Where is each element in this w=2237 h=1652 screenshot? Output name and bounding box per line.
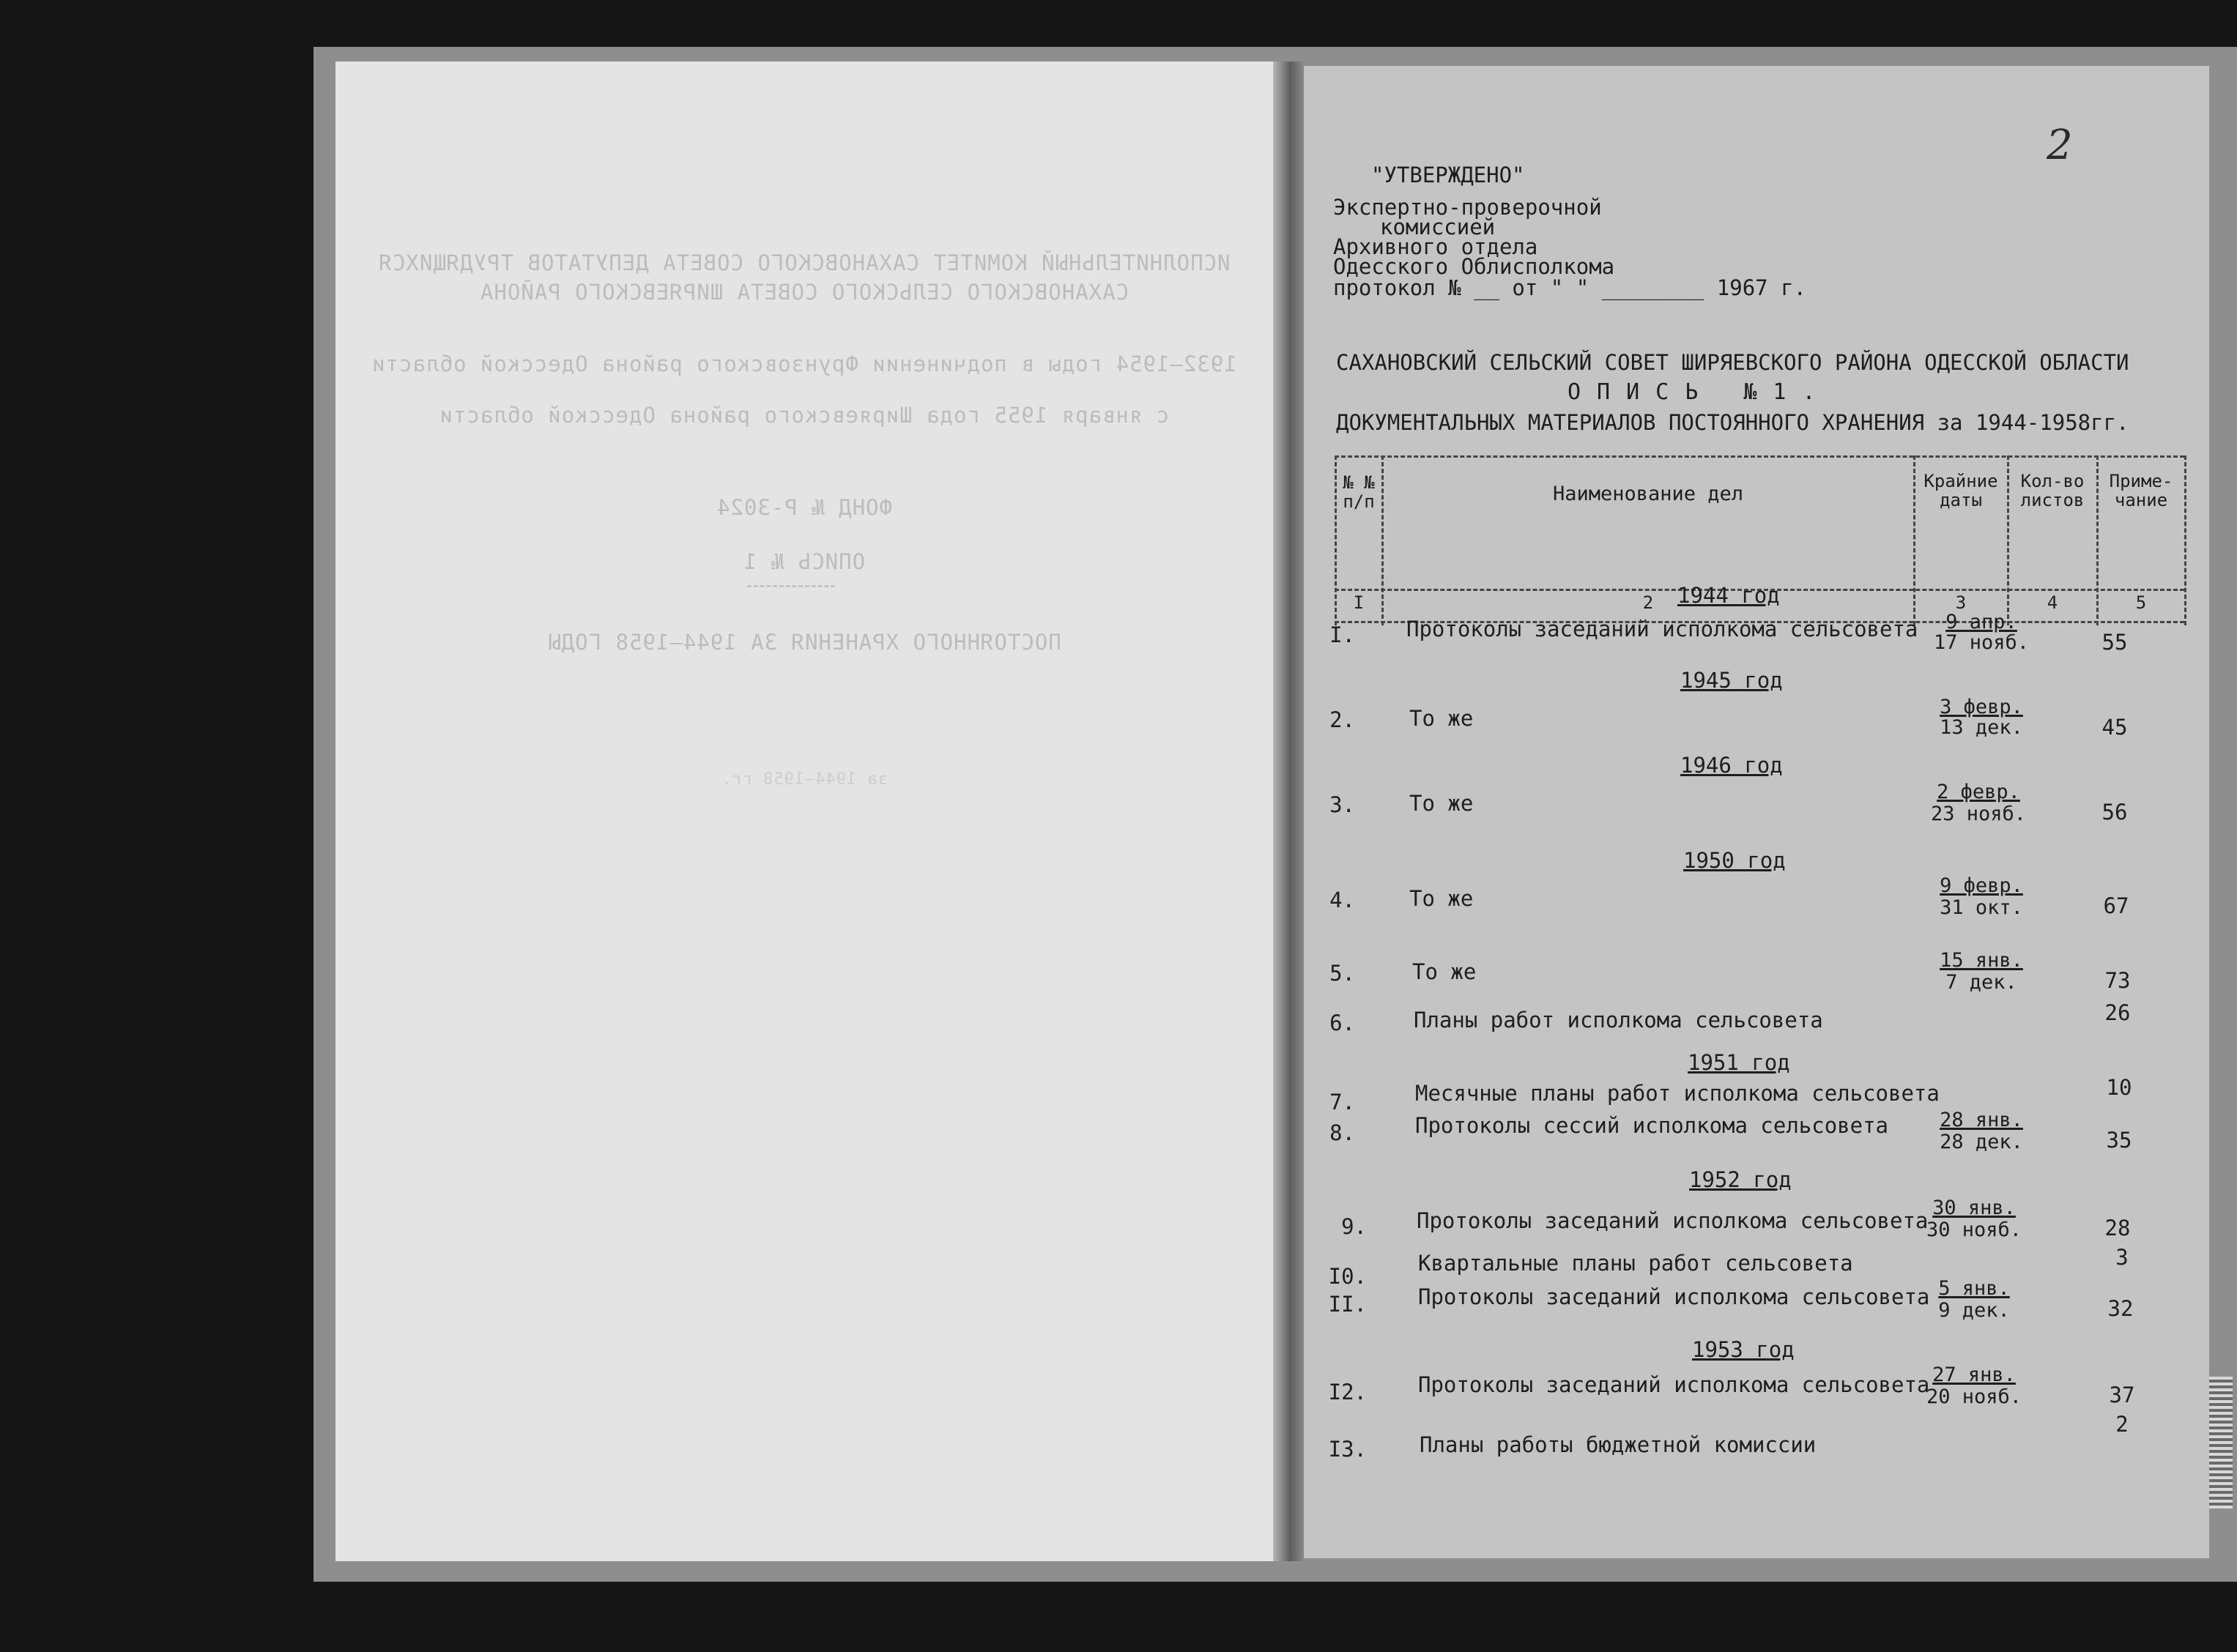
row-date-from: 9 февр. <box>1940 874 2023 897</box>
row-date-to: 30 нояб. <box>1926 1218 2022 1241</box>
col-header-number: № № п/п <box>1343 472 1375 512</box>
row-date-to: 28 дек. <box>1940 1131 2023 1153</box>
row-sheets: 45 <box>2101 715 2128 740</box>
row-sheets: 55 <box>2101 630 2128 655</box>
row-number: 3. <box>1329 792 1355 817</box>
year-heading: 1946 год <box>1680 753 1783 778</box>
row-date-to: 23 нояб. <box>1930 803 2027 825</box>
row-title: Квартальные планы работ сельсовета <box>1418 1251 1853 1276</box>
row-date-from: 30 янв. <box>1932 1197 2016 1219</box>
row-date-to: 7 дек. <box>1945 971 2017 994</box>
left-page <box>335 62 1273 1561</box>
row-date-from: 28 янв. <box>1940 1109 2023 1131</box>
row-sheets: 67 <box>2103 893 2129 918</box>
ghost-line: ИСПОЛНИТЕЛЬНЫЙ КОМИТЕТ САХАНОВСКОГО СОВЕТА ДЕПУТАТОВ ТРУДЯЩИХСЯ <box>378 250 1231 275</box>
approval-line: Одесского Облисполкома <box>1333 254 1615 279</box>
approval-line: Экспертно-проверочной <box>1333 195 1602 220</box>
col-index: 2 <box>1642 592 1654 613</box>
row-title: Планы работы бюджетной комиссии <box>1420 1432 1817 1457</box>
row-sheets: 10 <box>2106 1075 2132 1100</box>
page-edges <box>2209 1377 2233 1508</box>
row-number: I3. <box>1328 1437 1367 1462</box>
heading-materials: ДОКУМЕНТАЛЬНЫХ МАТЕРИАЛОВ ПОСТОЯННОГО ХРАНЕНИЯ за 1944-1958гг. <box>1336 410 2129 435</box>
approval-line: комиссией <box>1380 215 1496 239</box>
year-heading: 1944 год <box>1677 583 1780 608</box>
col-index: I <box>1353 592 1365 613</box>
col-header-title: Наименование дел <box>1552 483 1744 505</box>
row-date-to: 9 дек. <box>1938 1299 2010 1322</box>
row-sheets: 56 <box>2101 800 2128 825</box>
col-header-dates: Крайние даты <box>1923 471 1998 510</box>
row-date-from: 9 апр. <box>1945 611 2017 633</box>
year-heading: 1953 год <box>1692 1337 1795 1362</box>
approval-title: "УТВЕРЖДЕНО" <box>1371 163 1525 187</box>
row-title: Протоколы заседаний исполкома сельсовета <box>1417 1208 1929 1233</box>
row-sheets: 2 <box>2115 1412 2129 1437</box>
row-number: II. <box>1328 1292 1367 1317</box>
ghost-line: ОПИСЬ № 1 <box>743 549 866 574</box>
book-gutter <box>1273 62 1304 1561</box>
header-rule <box>1335 455 2184 458</box>
row-number: I2. <box>1328 1380 1367 1404</box>
row-title: То же <box>1409 791 1474 816</box>
ghost-line: за 1944–1958 гг. <box>721 770 888 789</box>
year-heading: 1952 год <box>1689 1167 1792 1192</box>
row-number: 9. <box>1341 1214 1367 1239</box>
approval-protocol: протокол № __ от " " ________ 1967 г. <box>1333 275 1807 300</box>
row-number: 2. <box>1329 707 1355 732</box>
ghost-line: ПОСТОЯННОГО ХРАНЕНИЯ ЗА 1944–1958 ГОДЫ <box>547 630 1061 655</box>
row-date-from: 15 янв. <box>1940 949 2023 972</box>
ghost-line: САХАНОВСКОГО СЕЛЬСКОГО СОВЕТА ШИРЯЕВСКОГО РАЙОНА <box>479 280 1129 305</box>
row-sheets: 28 <box>2104 1216 2131 1240</box>
row-title: То же <box>1412 959 1477 984</box>
row-sheets: 26 <box>2104 1000 2131 1025</box>
column-rule <box>2184 455 2186 625</box>
approval-line: Архивного отдела <box>1333 234 1538 259</box>
row-title: Протоколы заседаний исполкома сельсовета <box>1406 617 1918 641</box>
col-index: 3 <box>1955 592 1967 613</box>
col-index: 5 <box>2135 592 2147 613</box>
col-header-sheets: Кол-во листов <box>2020 471 2085 510</box>
col-header-notes: Приме-чание <box>2109 471 2173 510</box>
row-date-from: 3 февр. <box>1940 696 2023 718</box>
row-number: 8. <box>1329 1120 1355 1145</box>
heading-inventory: ОПИСЬ №1. <box>1568 379 1832 405</box>
page-number: 2 <box>2047 122 2073 169</box>
row-date-from: 27 янв. <box>1932 1363 2016 1386</box>
row-number: 7. <box>1329 1090 1355 1115</box>
row-sheets: 35 <box>2106 1128 2132 1153</box>
row-title: То же <box>1409 886 1474 911</box>
row-number: I0. <box>1328 1264 1367 1289</box>
ghost-dashes <box>747 585 835 587</box>
row-title: Протоколы заседаний исполкома сельсовета <box>1418 1284 1930 1309</box>
year-heading: 1945 год <box>1680 668 1783 693</box>
row-date-to: 20 нояб. <box>1926 1385 2022 1408</box>
row-date-to: 17 нояб. <box>1933 631 2030 654</box>
row-title: Месячные планы работ исполкома сельсовета <box>1415 1081 1940 1106</box>
row-title: Протоколы заседаний исполкома сельсовета <box>1418 1372 1930 1397</box>
heading-council: САХАНОВСКИЙ СЕЛЬСКИЙ СОВЕТ ШИРЯЕВСКОГО РАЙОНА ОДЕССКОЙ ОБЛАСТИ <box>1336 350 2129 375</box>
row-title: Планы работ исполкома сельсовета <box>1414 1008 1823 1032</box>
row-number: 4. <box>1329 888 1355 912</box>
row-date-from: 2 февр. <box>1937 781 2020 803</box>
ghost-line: с января 1955 года Ширяевского района Одесской области <box>439 403 1170 428</box>
row-sheets: 73 <box>2104 968 2131 993</box>
row-date-to: 31 окт. <box>1940 896 2023 919</box>
row-number: 6. <box>1329 1011 1355 1035</box>
row-date-to: 13 дек. <box>1940 716 2023 739</box>
row-sheets: 32 <box>2107 1296 2134 1321</box>
col-index: 4 <box>2047 592 2058 613</box>
row-date-from: 5 янв. <box>1938 1277 2010 1300</box>
year-heading: 1950 год <box>1683 848 1786 873</box>
row-sheets: 3 <box>2115 1245 2129 1270</box>
row-title: То же <box>1409 706 1474 731</box>
year-heading: 1951 год <box>1688 1050 1790 1075</box>
right-page <box>1304 66 2209 1558</box>
row-title: Протоколы сессий исполкома сельсовета <box>1415 1113 1889 1138</box>
row-number: I. <box>1329 622 1355 647</box>
row-sheets: 37 <box>2109 1383 2135 1407</box>
ghost-line: ФОНД № Р-3024 <box>716 495 892 520</box>
ghost-line: 1932–1954 годы в подчинении Фрунзовского района Одесской области <box>371 351 1237 376</box>
row-number: 5. <box>1329 961 1355 986</box>
